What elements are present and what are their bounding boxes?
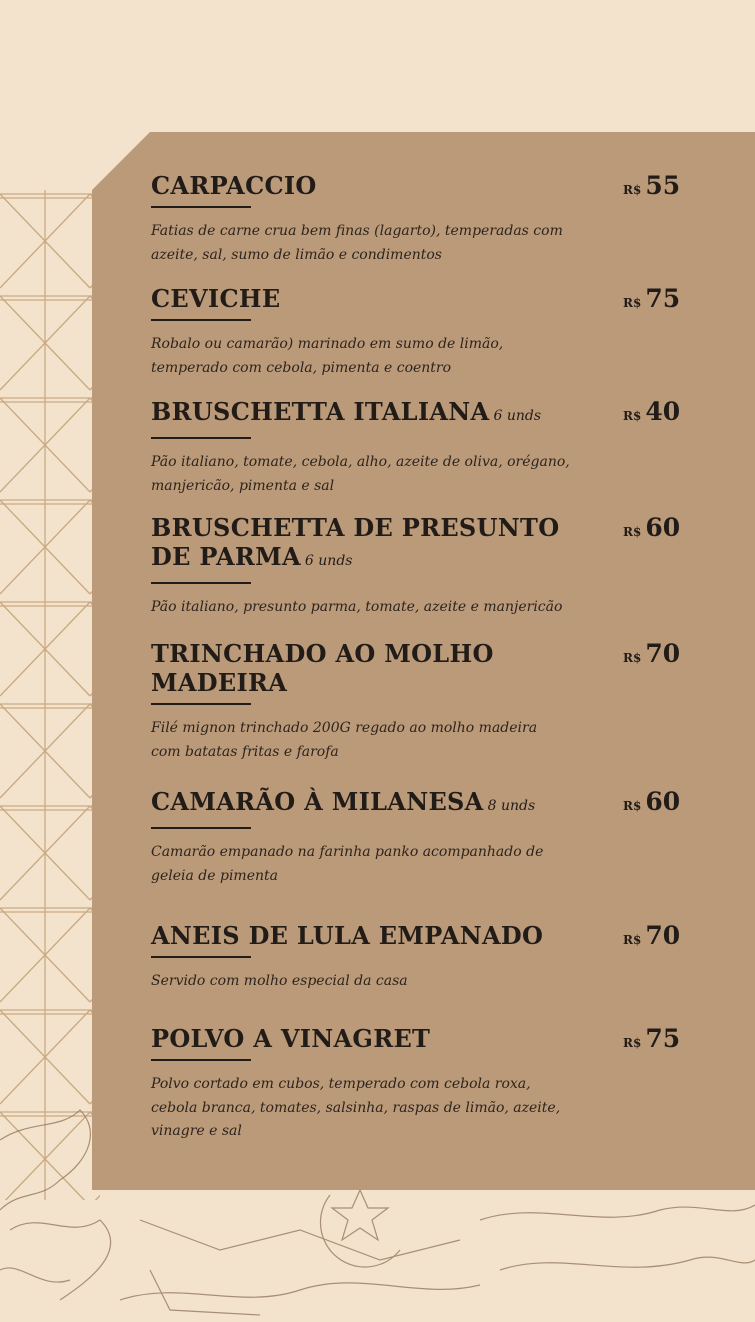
- menu-item-polvo-vinagret: [151, 1024, 681, 1144]
- menu-item-camarao-milanesa: [151, 787, 681, 888]
- item-divider: [151, 703, 251, 705]
- item-quantity: 6 unds: [493, 408, 542, 424]
- item-price: R$ 70: [623, 639, 681, 668]
- item-divider: [151, 956, 251, 958]
- item-name: CAMARÃO À MILANESA 8 unds: [151, 787, 536, 816]
- item-price: R$ 70: [623, 921, 681, 950]
- item-divider: [151, 319, 251, 321]
- item-name: CEVICHE: [151, 284, 281, 313]
- menu-item-bruschetta-parma: [151, 513, 681, 620]
- item-divider: [151, 582, 251, 584]
- item-description: Filé mignon trinchado 200G regado ao molho madeira com batatas fritas e farofa: [151, 720, 538, 760]
- item-divider: [151, 1059, 251, 1061]
- item-price: R$ 55: [623, 171, 681, 200]
- menu-item-ceviche: [151, 284, 681, 380]
- item-description: Polvo cortado em cubos, temperado com cebola roxa, cebola branca, tomates, salsinha, raspas de limão, azeite, vinagre e sal: [151, 1076, 561, 1139]
- item-description: Fatias de carne crua bem finas (lagarto), temperadas com azeite, sal, sumo de limão e condimentos: [151, 223, 563, 263]
- item-name: BRUSCHETTA ITALIANA 6 unds: [151, 397, 542, 426]
- item-description: Servido com molho especial da casa: [151, 973, 408, 989]
- item-quantity: 8 unds: [487, 798, 536, 814]
- item-quantity: 6 unds: [304, 553, 353, 569]
- item-name: TRINCHADO AO MOLHO MADEIRA: [151, 639, 494, 697]
- item-description: Pão italiano, presunto parma, tomate, azeite e manjericão: [151, 599, 563, 615]
- item-price: R$ 75: [623, 1024, 681, 1053]
- menu-item-trinchado: [151, 639, 681, 764]
- item-price: R$ 75: [623, 284, 681, 313]
- item-description: Pão italiano, tomate, cebola, alho, azeite de oliva, orégano, manjericão, pimenta e sal: [151, 454, 570, 494]
- item-name: POLVO A VINAGRET: [151, 1024, 431, 1053]
- lattice-pattern-icon: [0, 190, 100, 1200]
- item-description: Robalo ou camarão) marinado em sumo de limão, temperado com cebola, pimenta e coentro: [151, 336, 504, 376]
- item-price: R$ 40: [623, 397, 681, 426]
- menu-item-carpaccio: [151, 171, 681, 267]
- item-divider: [151, 206, 251, 208]
- item-price: R$ 60: [623, 787, 681, 816]
- item-divider: [151, 827, 251, 829]
- menu-item-bruschetta-italiana: [151, 397, 681, 498]
- item-price: R$ 60: [623, 513, 681, 542]
- item-name: CARPACCIO: [151, 171, 317, 200]
- item-divider: [151, 437, 251, 439]
- item-name: ANEIS DE LULA EMPANADO: [151, 921, 544, 950]
- item-description: Camarão empanado na farinha panko acompanhado de geleia de pimenta: [151, 844, 544, 884]
- menu-item-aneis-lula: [151, 921, 681, 994]
- item-name: BRUSCHETTA DE PRESUNTO DE PARMA 6 unds: [151, 513, 560, 571]
